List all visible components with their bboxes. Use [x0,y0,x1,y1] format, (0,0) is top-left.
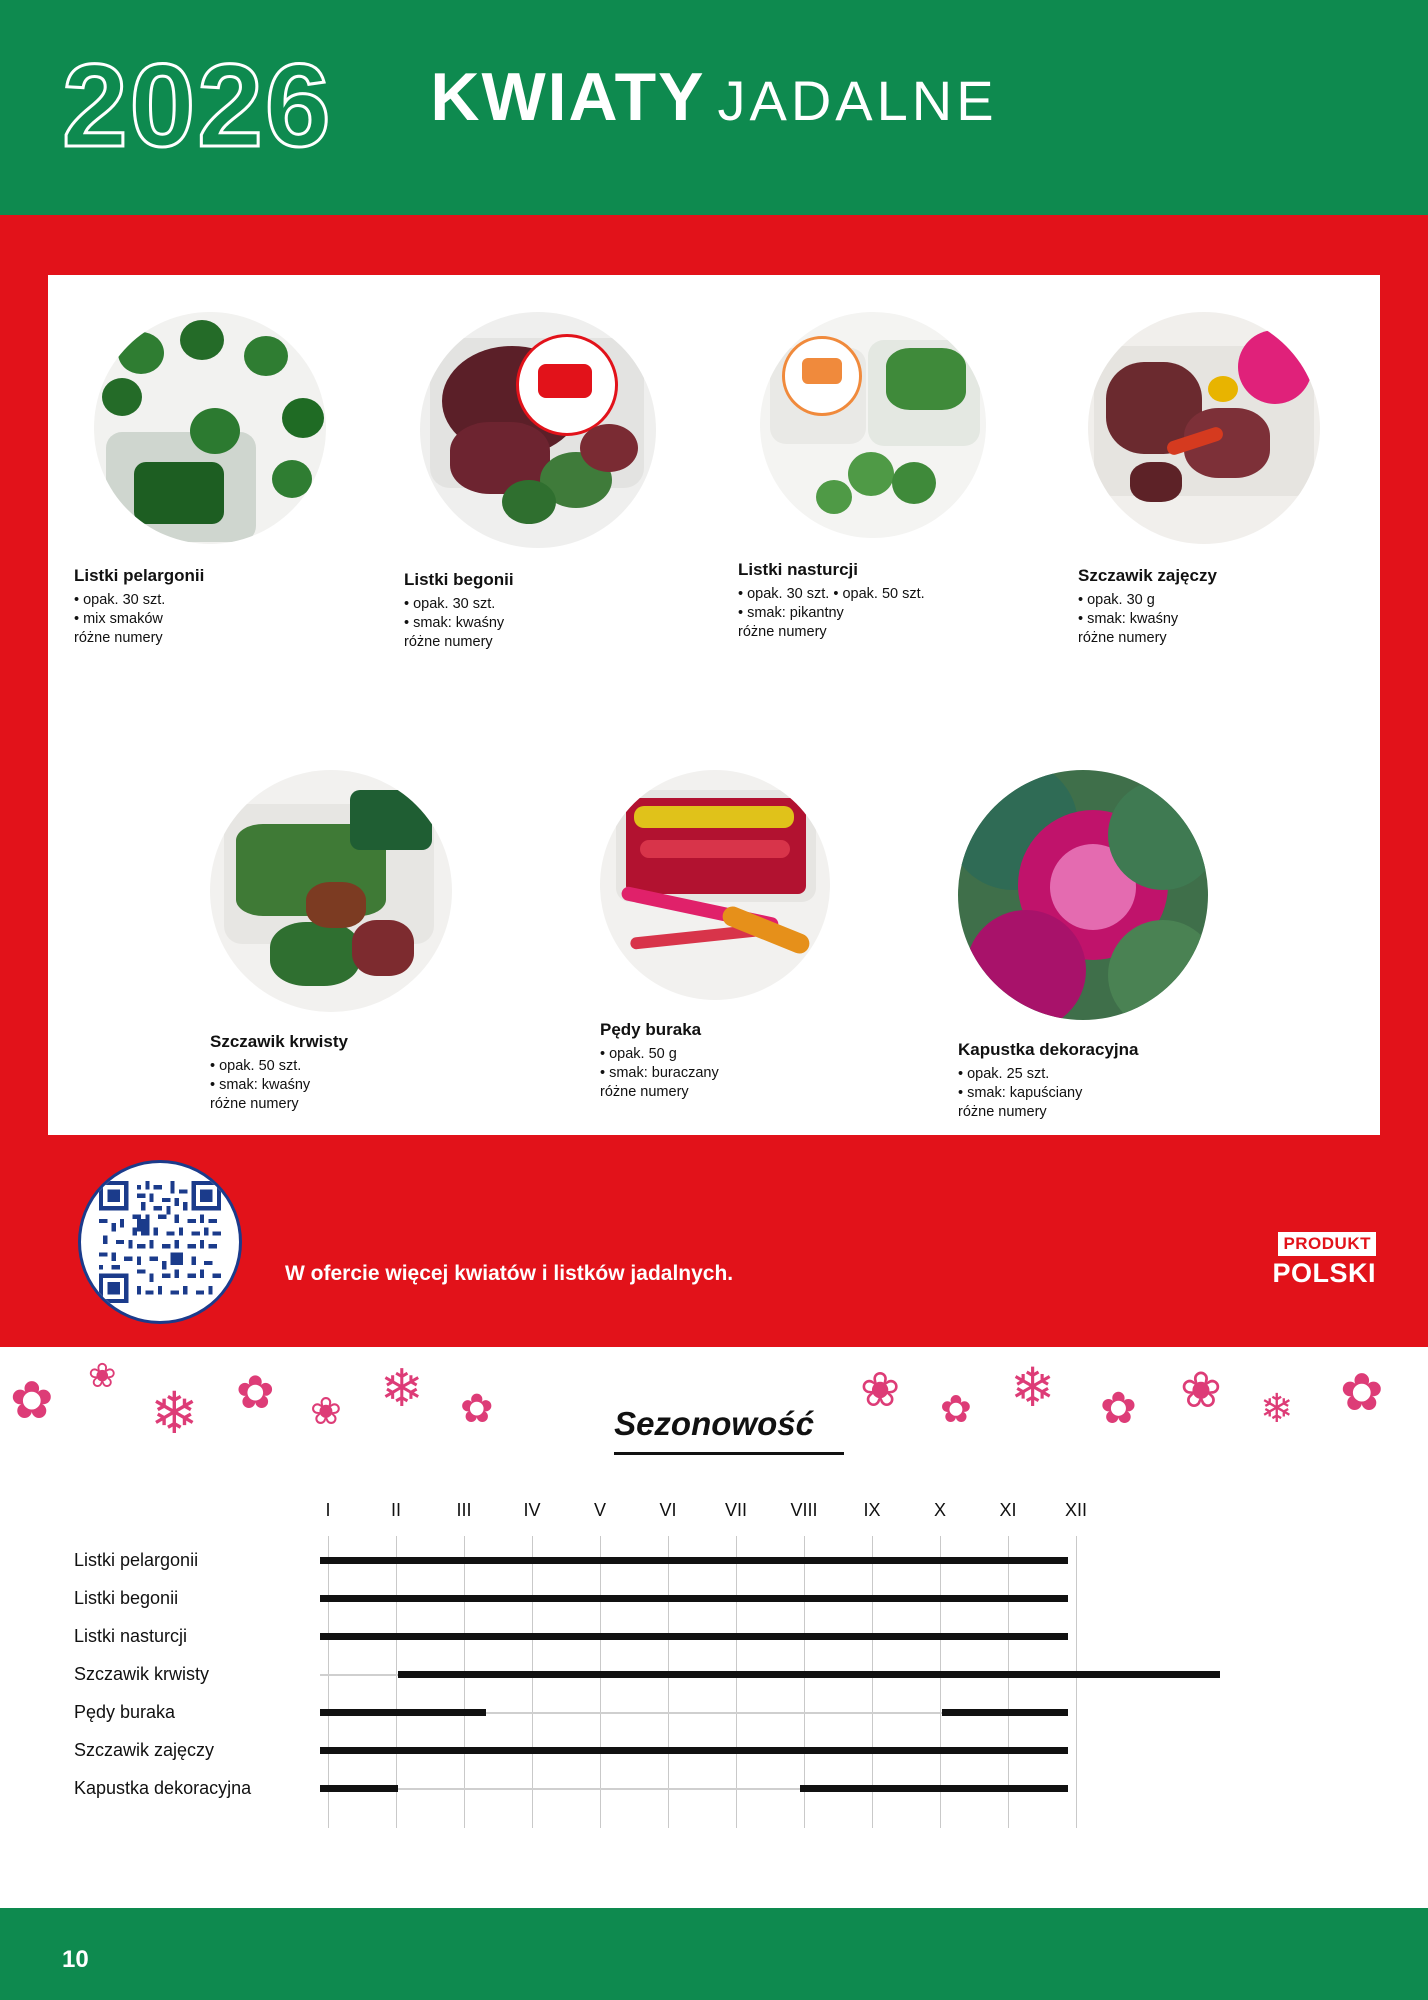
page-title-main: KWIATY [430,59,706,135]
grid-line [532,1536,533,1828]
product-spec-3: różne numery [1078,630,1167,647]
page-header [0,0,1428,215]
floral-icon: ✿ [940,1389,972,1431]
product-spec-3: różne numery [958,1104,1047,1121]
season-row-label-1: Listki begonii [74,1588,179,1608]
month-label-5: V [593,1500,606,1520]
floral-icon: ✿ [1100,1384,1137,1433]
season-row-label-3: Szczawik krwisty [74,1664,210,1684]
product-spec-3: różne numery [210,1096,299,1113]
product-name: Szczawik krwisty [210,1032,348,1051]
season-bar-3-0b [398,1671,942,1678]
page-footer [0,1908,1428,2000]
season-bar-4-1 [942,1709,1068,1716]
product-spec-3: różne numery [738,624,827,641]
season-row-label-5: Szczawik zajęczy [74,1740,215,1760]
season-bar-4-0 [320,1709,486,1716]
month-label-7: VII [724,1500,747,1520]
month-label-4: IV [523,1500,541,1520]
product-name: Pędy buraka [600,1020,702,1039]
product-spec-2: • smak: kwaśny [404,615,505,632]
product-name: Listki begonii [404,570,514,589]
product-spec-1: • opak. 30 szt. [404,596,496,612]
floral-icon: ✿ [1340,1364,1384,1422]
product-card-3[interactable] [1078,312,1378,648]
season-row-label-4: Pędy buraka [74,1702,176,1722]
floral-icon: ✿ [460,1387,494,1431]
product-card-5[interactable] [600,770,900,1102]
product-spec-1: • opak. 50 szt. [210,1058,302,1074]
floral-icon: ❀ [88,1357,117,1395]
qr-code [99,1181,221,1303]
month-label-12: XII [1064,1500,1087,1520]
catalog-year: 2026 [62,40,333,172]
product-spec-3: różne numery [74,630,163,647]
grid-line [600,1536,601,1828]
product-card-6[interactable] [958,770,1278,1122]
product-card-0[interactable] [74,312,374,648]
month-label-1: I [325,1500,331,1520]
page-title [0,58,1428,136]
product-card-1[interactable] [404,312,714,652]
month-label-10: X [933,1500,946,1520]
badge-bottom-label: POLSKI [1272,1258,1376,1288]
season-row-label-0: Listki pelargonii [74,1550,199,1570]
floral-icon: ❄ [1010,1358,1056,1418]
floral-icon: ❀ [1180,1362,1222,1418]
wood-sorrel-photo [1088,312,1320,544]
product-card-4[interactable] [210,770,510,1114]
product-name: Listki pelargonii [74,566,205,585]
season-bar-0-0 [320,1557,1068,1564]
product-spec-2: • mix smaków [74,611,163,628]
product-spec-1: • opak. 50 g [600,1046,677,1062]
floral-icon: ✿ [10,1372,54,1430]
month-label-9: IX [863,1500,881,1520]
product-spec-2: • smak: kwaśny [210,1077,311,1094]
month-label-2: II [390,1500,401,1520]
page-number: 10 [62,1946,89,1973]
floral-icon: ❄ [1260,1387,1294,1431]
qr-code-badge[interactable] [78,1160,242,1324]
month-label-11: XI [999,1500,1017,1520]
season-bar-6-0 [320,1785,398,1792]
nasturtium-leaves-photo [760,312,986,538]
floral-icon: ❄ [150,1381,199,1446]
product-spec-1: • opak. 30 szt. • opak. 50 szt. [738,586,925,602]
product-spec-1: • opak. 30 g [1078,592,1155,608]
grid-line [1076,1536,1077,1828]
begonia-leaves-photo [420,312,656,548]
floral-icon: ❀ [310,1391,342,1433]
month-label-8: VIII [790,1500,818,1520]
season-row-label-2: Listki nasturcji [74,1626,188,1646]
season-bar-2-0 [320,1633,1068,1640]
grid-line [464,1536,465,1828]
product-card-2[interactable] [738,312,1058,642]
month-label-6: VI [659,1500,677,1520]
season-title: Sezonowość [614,1405,814,1442]
badge-top-label: PRODUKT [1278,1232,1376,1256]
season-title-underline [614,1452,844,1455]
product-spec-2: • smak: buraczany [600,1065,719,1082]
product-spec-2: • smak: pikantny [738,605,844,622]
product-spec-3: różne numery [600,1084,689,1101]
blood-sorrel-photo [210,770,452,1012]
product-spec-2: • smak: kapuściany [958,1085,1083,1102]
product-name: Szczawik zajęczy [1078,566,1217,585]
season-row-label-6: Kapustka dekoracyjna [74,1778,252,1798]
offer-note: W ofercie więcej kwiatów i listków jadalnych. [285,1262,734,1285]
floral-icon: ❀ [860,1364,901,1417]
season-bar-1-0 [320,1595,1068,1602]
season-bar-5-0 [320,1747,1068,1754]
product-name: Kapustka dekoracyjna [958,1040,1139,1059]
product-spec-1: • opak. 30 szt. [74,592,166,608]
grid-line [668,1536,669,1828]
product-name: Listki nasturcji [738,560,858,579]
seasonality-chart [0,1500,1428,1880]
beet-shoots-photo [600,770,830,1000]
season-bar-6-1 [800,1785,1068,1792]
month-label-3: III [456,1500,472,1520]
product-spec-1: • opak. 25 szt. [958,1066,1050,1082]
floral-icon: ❄ [380,1360,424,1418]
product-spec-3: różne numery [404,634,493,651]
grid-line [736,1536,737,1828]
pelargonium-leaves-photo [94,312,326,544]
page-title-sub: JADALNE [717,69,998,132]
product-spec-2: • smak: kwaśny [1078,611,1179,628]
produkt-polski-badge [1246,1232,1376,1289]
ornamental-kale-photo [958,770,1208,1020]
floral-icon: ✿ [236,1366,275,1418]
